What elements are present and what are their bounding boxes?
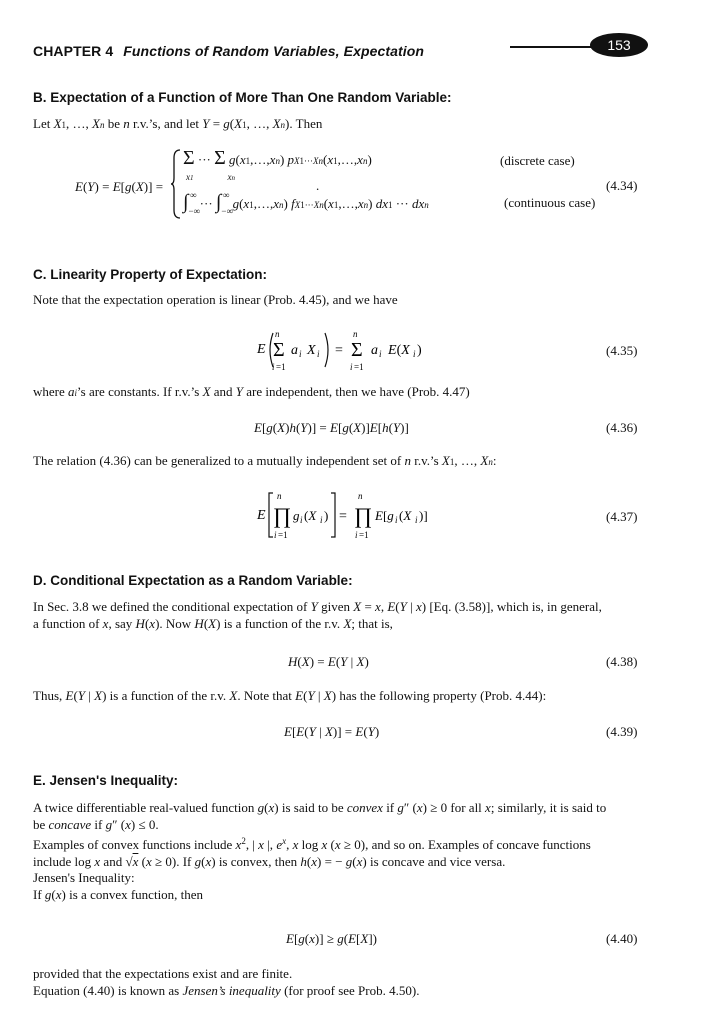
chapter-title: Functions of Random Variables, Expectation xyxy=(123,43,425,59)
eq-4-34-dot: . xyxy=(316,178,320,193)
finite-note: provided that the expectations exist and are finite. xyxy=(33,966,293,981)
running-header xyxy=(33,43,424,59)
section-c-intro: Note that the expectation operation is linear (Prob. 4.45), and we have xyxy=(33,292,398,307)
section-b-heading: B. Expectation of a Function of More Than One Random Variable: xyxy=(33,90,452,105)
eq-4-35-number: (4.35) xyxy=(606,343,638,358)
svg-text:g: g xyxy=(293,508,300,523)
svg-text:∏: ∏ xyxy=(273,503,292,528)
eq-4-34-number: (4.34) xyxy=(606,178,638,193)
continuous-case-label: (continuous case) xyxy=(504,195,596,210)
svg-text:E[g: E[g xyxy=(375,508,394,523)
chapter-label: CHAPTER 4 xyxy=(33,43,114,59)
svg-text:)]: )] xyxy=(419,508,428,523)
section-d-para2: Thus, E(Y | X) is a function of the r.v. X. Note that E(Y | X) has the following property (Prob. 4.44): xyxy=(33,688,547,703)
eq-4-38-number: (4.38) xyxy=(606,654,638,669)
svg-text:i: i xyxy=(317,349,320,359)
svg-text:E: E xyxy=(257,342,266,357)
eq-4-39: E[E(Y | X)] = E(Y) xyxy=(284,724,380,739)
svg-text:n: n xyxy=(353,329,358,339)
svg-text:i: i xyxy=(355,530,358,540)
svg-text:a: a xyxy=(291,343,298,358)
svg-text:E(X: E(X xyxy=(388,343,410,358)
section-e-heading: E. Jensen's Inequality: xyxy=(33,773,179,788)
eq-4-40: E[g(x)] ≥ g(E[X]) xyxy=(286,931,377,946)
eq-4-38: H(X) = E(Y | X) xyxy=(288,654,369,669)
section-c-heading: C. Linearity Property of Expectation: xyxy=(33,267,268,282)
svg-text:i: i xyxy=(350,362,353,372)
eq-4-36: E[g(X)h(Y)] = E[g(X)]E[h(Y)] xyxy=(254,420,409,435)
eq-4-34-brace xyxy=(170,148,182,220)
svg-text:(X: (X xyxy=(399,508,412,523)
svg-text:=1: =1 xyxy=(359,530,369,540)
section-b-intro: Let X1, …, Xn be n r.v.’s, and let Y = g(X1, …, Xn). Then xyxy=(33,116,323,131)
svg-text:n: n xyxy=(275,329,280,339)
svg-text:Σ: Σ xyxy=(351,339,363,361)
svg-text:i: i xyxy=(395,515,398,525)
eq-4-34-lhs: E(Y) = E[g(X)] = xyxy=(75,179,164,194)
svg-text:n: n xyxy=(277,491,282,501)
svg-text:i: i xyxy=(413,349,416,359)
svg-text:=1: =1 xyxy=(354,362,364,372)
svg-text:a: a xyxy=(371,343,378,358)
svg-text:i: i xyxy=(274,530,277,540)
svg-text:E: E xyxy=(257,508,266,523)
section-e-body: A twice differentiable real-valued function g(x) is said to be convex if g″ (x) ≥ 0 for all x; similarly, it is said to be concave if g″ (x) ≤ 0. Examples of convex functions include $x^2$, | x |, $e^x$, x log x (x ≥ 0), and so on. Examples of concave functions include log x and √x (x ≥ 0). If g(x) is convex, then h(x) = − g(x) is concave and vice versa. Jensen's Inequality: If g(x) is a convex function, then xyxy=(33,800,607,902)
svg-text:X: X xyxy=(307,343,316,358)
eq-4-34-continuous: $\int_{-\infty}^\infty$ ··· $\int_{-\infty}^\infty$ g(x1,…,xn) fX1···Xn(x1,…,xn) dx1 ··· dxn xyxy=(183,190,429,216)
discrete-case-label: (discrete case) xyxy=(500,153,575,168)
eq-4-36-number: (4.36) xyxy=(606,420,638,435)
eq-4-34-sum-indices: x1 xn xyxy=(186,172,235,182)
eq-4-37-number: (4.37) xyxy=(606,509,638,524)
svg-text:(X: (X xyxy=(304,508,317,523)
page-number: 153 xyxy=(590,33,648,57)
svg-text:∏: ∏ xyxy=(354,503,373,528)
svg-text:i: i xyxy=(320,515,323,525)
svg-text:=1: =1 xyxy=(276,362,286,372)
eq-4-35 xyxy=(255,325,445,375)
svg-text:): ) xyxy=(417,343,422,358)
jensen-label: Jensen's Inequality: xyxy=(33,870,135,885)
svg-text:): ) xyxy=(324,508,329,523)
svg-text:i: i xyxy=(299,349,302,359)
section-d-para1: In Sec. 3.8 we defined the conditional expectation of Y given X = x, E(Y | x) [Eq. (3.58)], which is, in general, a function of x, say H(x). Now H(X) is a function of the r.v. X; that is, xyxy=(33,599,602,631)
svg-text:i: i xyxy=(300,515,303,525)
eq-4-34-discrete: Σ ··· Σ g(x1,…,xn) pX1···Xn(x1,…,xn) xyxy=(183,147,372,169)
svg-text:n: n xyxy=(358,491,363,501)
eq-4-40-number: (4.40) xyxy=(606,931,638,946)
svg-text:i: i xyxy=(415,515,418,525)
eq-4-39-number: (4.39) xyxy=(606,724,638,739)
eq-4-37 xyxy=(255,487,455,543)
header-rule xyxy=(510,46,600,48)
svg-text:=1: =1 xyxy=(278,530,288,540)
section-d-heading: D. Conditional Expectation as a Random Variable: xyxy=(33,573,353,588)
section-c-generalize: The relation (4.36) can be generalized to a mutually independent set of n r.v.’s X1, …, Xn: xyxy=(33,453,497,468)
svg-text:Σ: Σ xyxy=(273,339,285,361)
svg-text:=: = xyxy=(339,509,347,524)
svg-text:=: = xyxy=(335,343,343,358)
section-e-closing: provided that the expectations exist and are finite. Equation (4.40) is known as Jensen’s inequality (for proof see Prob. 4.50). xyxy=(33,966,420,998)
section-c-between: where ai’s are constants. If r.v.’s X and Y are independent, then we have (Prob. 4.47) xyxy=(33,384,470,399)
svg-text:i: i xyxy=(379,349,382,359)
svg-text:i: i xyxy=(272,362,275,372)
